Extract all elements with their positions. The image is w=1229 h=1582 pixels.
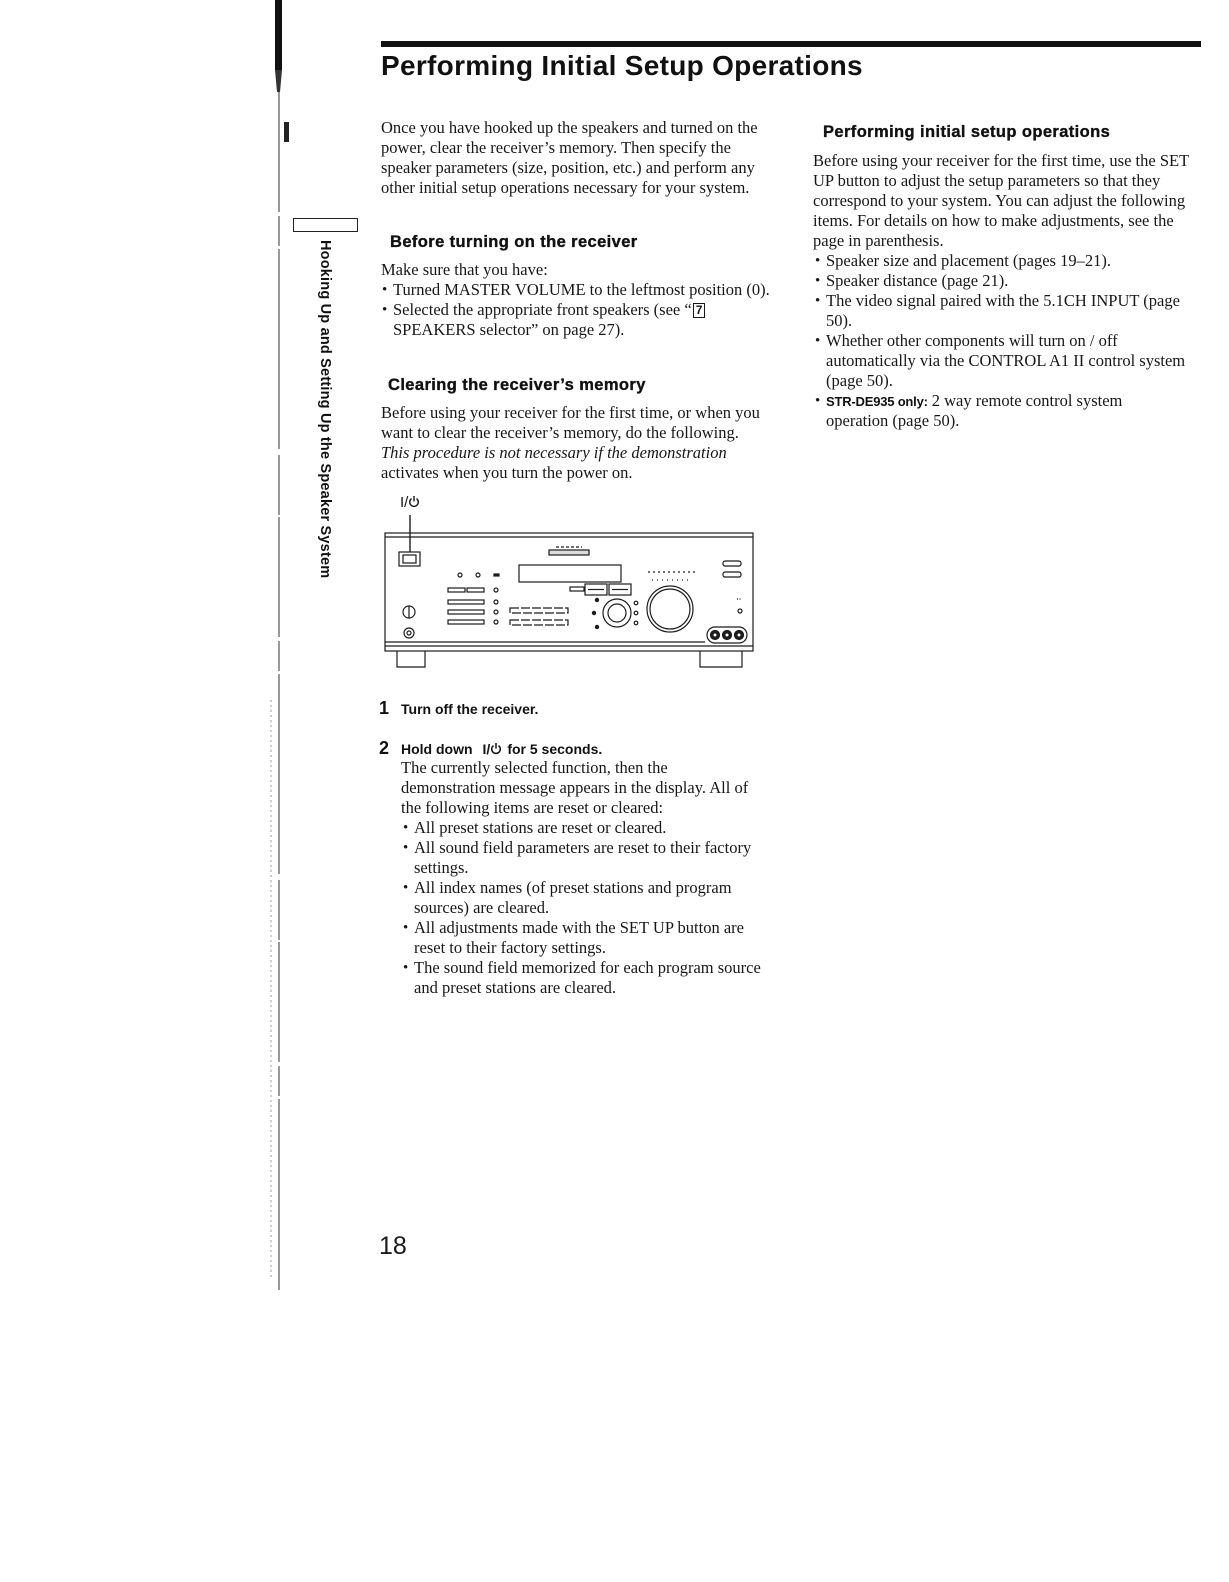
step-text: for 5 seconds. bbox=[507, 741, 603, 757]
list-item bbox=[414, 958, 761, 998]
list-item bbox=[393, 300, 770, 340]
power-button bbox=[399, 552, 420, 566]
list-item bbox=[826, 331, 1185, 391]
receiver-front-panel-illustration bbox=[380, 512, 760, 672]
step-text: Hold down bbox=[401, 741, 473, 757]
clearing-memory-paragraph bbox=[381, 403, 760, 483]
setup-items-list bbox=[826, 251, 1185, 431]
intro-line: power, clear the receiver’s memory. Then specify the bbox=[381, 138, 731, 157]
boxed-reference-number: 7 bbox=[693, 303, 706, 318]
front-input-jacks bbox=[707, 627, 747, 643]
paragraph-line: correspond to your system. You can adjust the following bbox=[813, 191, 1186, 210]
indicator-dots bbox=[458, 572, 696, 580]
paragraph-line: activates when you turn the power on. bbox=[381, 463, 633, 482]
paragraph-line: want to clear the receiver’s memory, do the following. bbox=[381, 423, 739, 442]
paragraph-line: This procedure is not necessary if the demonstration bbox=[381, 443, 727, 462]
step-button-name: I/ bbox=[482, 741, 491, 757]
before-turning-on-section bbox=[381, 260, 770, 340]
list-item-line: and preset stations are cleared. bbox=[414, 978, 617, 997]
input-selector-knob bbox=[603, 599, 631, 627]
list-item bbox=[414, 918, 761, 958]
list-item bbox=[414, 838, 761, 878]
intro-line: speaker parameters (size, position, etc.) and perform any bbox=[381, 158, 755, 177]
paragraph-line: page in parenthesis. bbox=[813, 231, 944, 250]
list-item-line: sources) are cleared. bbox=[414, 898, 550, 917]
title-rule bbox=[381, 41, 1201, 47]
clearing-memory-heading: Clearing the receiver’s memory bbox=[388, 376, 646, 394]
step-number: 1 bbox=[379, 698, 390, 718]
power-icon bbox=[490, 742, 502, 755]
list-item-line bbox=[826, 391, 1185, 411]
display-window bbox=[519, 565, 621, 582]
list-item-line: SPEAKERS selector” on page 27). bbox=[393, 320, 625, 339]
step-2-description bbox=[401, 758, 748, 818]
list-item-line bbox=[393, 300, 770, 320]
paragraph-line: Before using your receiver for the first time, or when you bbox=[381, 403, 760, 422]
initial-setup-heading: Performing initial setup operations bbox=[823, 123, 1111, 141]
list-item-line: settings. bbox=[414, 858, 469, 877]
side-tab-marker bbox=[293, 218, 358, 232]
list-item bbox=[826, 251, 1185, 271]
step-number: 2 bbox=[379, 738, 390, 758]
paragraph-line: The currently selected function, then the bbox=[401, 758, 668, 777]
list-item bbox=[826, 391, 1185, 431]
intro-line: Once you have hooked up the speakers and turned on the bbox=[381, 118, 758, 137]
list-item-line: • All adjustments made with the SET UP button are bbox=[414, 918, 744, 937]
master-volume-knob bbox=[647, 586, 693, 632]
paragraph-line: UP button to adjust the setup parameters so that they bbox=[813, 171, 1161, 190]
headphone-jack bbox=[403, 606, 415, 638]
initial-setup-paragraph bbox=[813, 151, 1189, 251]
list-item bbox=[826, 271, 1185, 291]
list-item-line: reset to their factory settings. bbox=[414, 938, 606, 957]
list-item-line: automatically via the CONTROL A1 II control system bbox=[826, 351, 1186, 370]
list-item-line: • The video signal paired with the 5.1CH INPUT (page bbox=[826, 291, 1180, 310]
paragraph-line: Before using your receiver for the first time, use the SET bbox=[813, 151, 1190, 170]
scan-binding-edge bbox=[260, 0, 300, 1300]
paragraph-line: demonstration message appears in the display. All of bbox=[401, 778, 749, 797]
step-1 bbox=[379, 698, 538, 718]
list-item bbox=[414, 818, 761, 838]
intro-paragraph bbox=[381, 118, 758, 198]
list-item-line: • All index names (of preset stations and program bbox=[414, 878, 732, 897]
step-2 bbox=[379, 738, 602, 758]
list-item-line: • All sound field parameters are reset to their factory bbox=[414, 838, 752, 857]
callout-text: I/ bbox=[400, 494, 409, 511]
side-tab-label: Hooking Up and Setting Up the Speaker System bbox=[317, 240, 333, 579]
checklist bbox=[381, 280, 770, 340]
intro-line: other initial setup operations necessary for your system. bbox=[381, 178, 750, 197]
model-note-label: STR-DE935 only: bbox=[826, 394, 928, 409]
page-title: Performing Initial Setup Operations bbox=[381, 50, 863, 81]
list-item bbox=[393, 280, 770, 300]
list-item-line: • Turned MASTER VOLUME to the leftmost position (0). bbox=[393, 280, 770, 299]
list-item bbox=[826, 291, 1185, 331]
reset-items-list bbox=[414, 818, 761, 998]
page-number: 18 bbox=[379, 1232, 407, 1260]
before-turning-on-heading: Before turning on the receiver bbox=[390, 233, 638, 251]
list-item-text: Selected the appropriate front speakers (see “ bbox=[393, 300, 692, 319]
list-item-line: • Speaker size and placement (pages 19–21). bbox=[826, 251, 1111, 270]
function-buttons bbox=[448, 584, 631, 625]
list-item-line: • Speaker distance (page 21). bbox=[826, 271, 1009, 290]
list-item-line: (page 50). bbox=[826, 371, 893, 390]
list-item-line: • All preset stations are reset or cleared. bbox=[414, 818, 667, 837]
paragraph-line: items. For details on how to make adjustments, see the bbox=[813, 211, 1174, 230]
list-item bbox=[414, 878, 761, 918]
list-item-line: 50). bbox=[826, 311, 853, 330]
list-item-line: • The sound field memorized for each program source bbox=[414, 958, 761, 977]
paragraph-line: the following items are reset or cleared: bbox=[401, 798, 664, 817]
list-item-line: • Whether other components will turn on / off bbox=[826, 331, 1118, 350]
checklist-lead: Make sure that you have: bbox=[381, 260, 548, 279]
top-slot bbox=[549, 547, 589, 555]
power-button-callout-label bbox=[400, 493, 420, 513]
power-icon bbox=[408, 495, 420, 508]
right-panel-buttons bbox=[723, 561, 742, 613]
list-item-line: operation (page 50). bbox=[826, 411, 960, 430]
list-item-text: 2 way remote control system bbox=[931, 391, 1123, 410]
receiver-feet bbox=[397, 651, 742, 667]
step-text: Turn off the receiver. bbox=[401, 701, 539, 717]
